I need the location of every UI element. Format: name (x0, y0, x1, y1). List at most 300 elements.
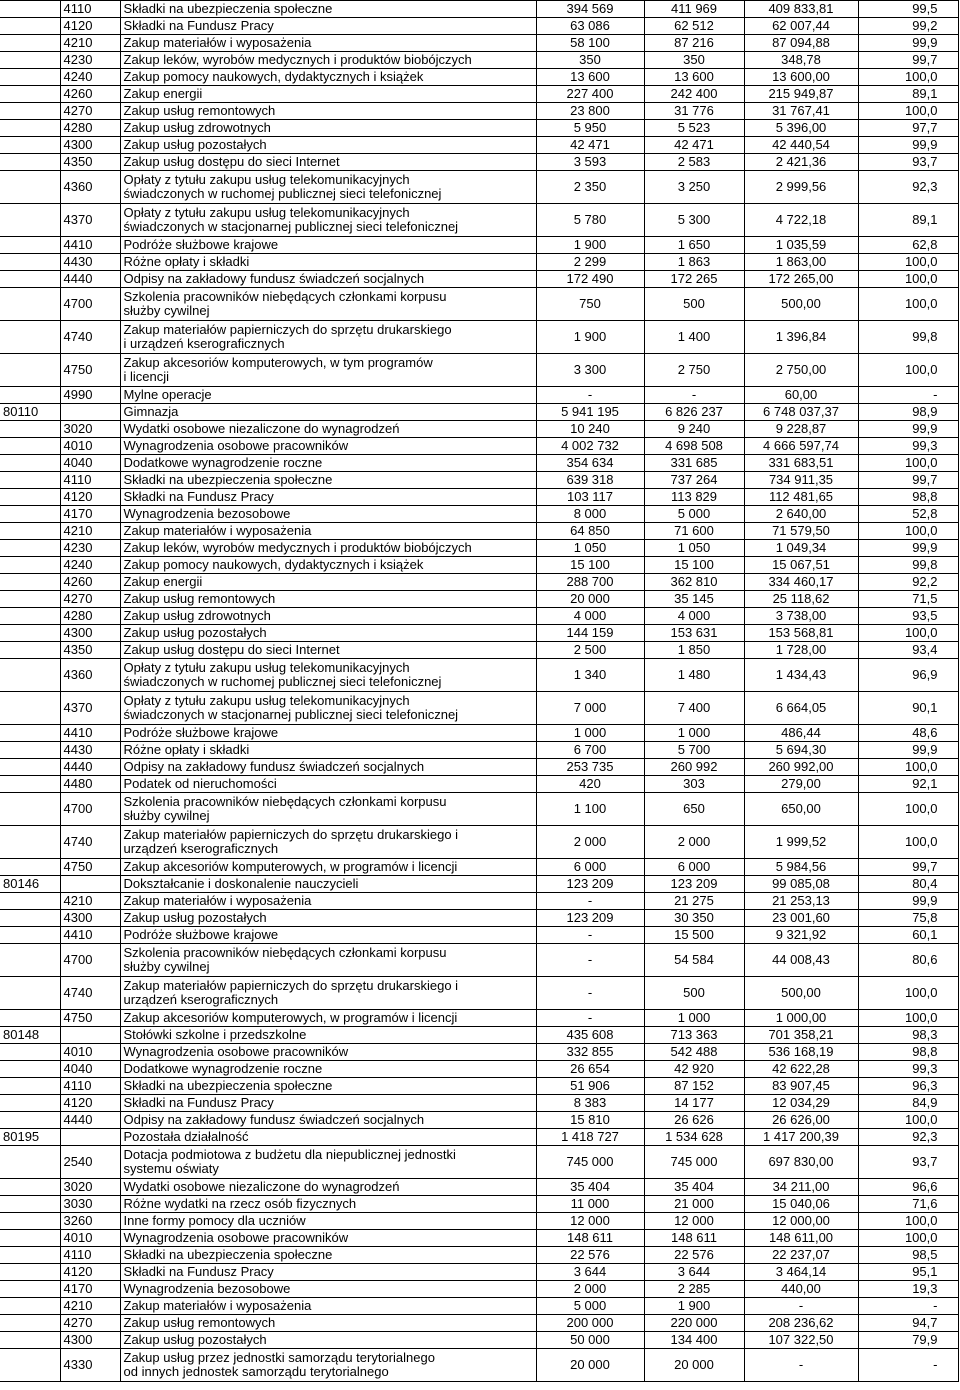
paragraph-code-cell: 4040 (60, 1061, 120, 1078)
chapter-cell (0, 1315, 60, 1332)
table-row (0, 1044, 958, 1061)
plan-after-changes-cell: 153 631 (644, 625, 744, 642)
paragraph-code-cell: 4010 (60, 1044, 120, 1061)
description-cell: Szkolenia pracowników niebędących członkami korpusu służby cywilnej (120, 288, 536, 321)
table-row (0, 1264, 958, 1281)
chapter-cell (0, 489, 60, 506)
execution-percent-cell: 62,8 (858, 237, 958, 254)
table-row (0, 154, 958, 171)
plan-amount-cell: 1 340 (536, 659, 644, 692)
description-cell: Wydatki osobowe niezaliczone do wynagrodzeń (120, 1179, 536, 1196)
chapter-cell (0, 254, 60, 271)
plan-amount-cell: 4 002 732 (536, 438, 644, 455)
execution-percent-cell: 89,1 (858, 86, 958, 103)
description-cell: Zakup leków, wyrobów medycznych i produktów biobójczych (120, 52, 536, 69)
plan-amount-cell: 5 780 (536, 204, 644, 237)
table-row (0, 540, 958, 557)
plan-after-changes-cell: - (644, 387, 744, 404)
plan-after-changes-cell: 20 000 (644, 1349, 744, 1382)
paragraph-code-cell: 4300 (60, 137, 120, 154)
paragraph-code-cell: 4700 (60, 793, 120, 826)
description-cell: Wydatki osobowe niezaliczone do wynagrodzeń (120, 421, 536, 438)
chapter-cell (0, 154, 60, 171)
chapter-cell (0, 893, 60, 910)
plan-amount-cell: - (536, 1010, 644, 1027)
description-cell: Mylne operacje (120, 387, 536, 404)
plan-after-changes-cell: 713 363 (644, 1027, 744, 1044)
paragraph-code-cell: 4210 (60, 35, 120, 52)
execution-percent-cell: 98,9 (858, 404, 958, 421)
description-cell: Dodatkowe wynagrodzenie roczne (120, 455, 536, 472)
plan-after-changes-cell: 650 (644, 793, 744, 826)
plan-after-changes-cell: 737 264 (644, 472, 744, 489)
plan-after-changes-cell: 2 285 (644, 1281, 744, 1298)
description-cell: Zakup materiałów i wyposażenia (120, 523, 536, 540)
execution-percent-cell: 99,9 (858, 893, 958, 910)
table-row (0, 69, 958, 86)
description-cell: Różne opłaty i składki (120, 254, 536, 271)
plan-amount-cell: 64 850 (536, 523, 644, 540)
paragraph-code-cell: 4300 (60, 625, 120, 642)
table-row (0, 1078, 958, 1095)
execution-amount-cell: 734 911,35 (744, 472, 858, 489)
execution-percent-cell: 48,6 (858, 725, 958, 742)
paragraph-code-cell: 4350 (60, 642, 120, 659)
paragraph-code-cell: 4360 (60, 171, 120, 204)
paragraph-code-cell: 4700 (60, 288, 120, 321)
execution-percent-cell: 89,1 (858, 204, 958, 237)
description-cell: Zakup usług pozostałych (120, 137, 536, 154)
chapter-cell (0, 1146, 60, 1179)
execution-amount-cell: 208 236,62 (744, 1315, 858, 1332)
execution-amount-cell: 2 640,00 (744, 506, 858, 523)
execution-percent-cell: 92,2 (858, 574, 958, 591)
execution-percent-cell: 93,4 (858, 642, 958, 659)
description-cell: Składki na ubezpieczenia społeczne (120, 1, 536, 18)
plan-amount-cell: 2 299 (536, 254, 644, 271)
table-row (0, 944, 958, 977)
plan-amount-cell: 148 611 (536, 1230, 644, 1247)
paragraph-code-cell: 4740 (60, 321, 120, 354)
chapter-cell: 80195 (0, 1129, 60, 1146)
execution-amount-cell: 99 085,08 (744, 876, 858, 893)
table-row (0, 120, 958, 137)
paragraph-code-cell: 4700 (60, 944, 120, 977)
chapter-cell (0, 1044, 60, 1061)
plan-after-changes-cell: 1 480 (644, 659, 744, 692)
table-row (0, 472, 958, 489)
plan-after-changes-cell: 745 000 (644, 1146, 744, 1179)
paragraph-code-cell: 4110 (60, 1078, 120, 1095)
plan-after-changes-cell: 350 (644, 52, 744, 69)
execution-percent-cell: 99,9 (858, 742, 958, 759)
chapter-cell (0, 1, 60, 18)
execution-amount-cell: 2 999,56 (744, 171, 858, 204)
table-row (0, 1196, 958, 1213)
table-row (0, 1230, 958, 1247)
execution-percent-cell: 99,3 (858, 1061, 958, 1078)
execution-percent-cell: 100,0 (858, 354, 958, 387)
execution-amount-cell: 1 999,52 (744, 826, 858, 859)
execution-percent-cell: 99,7 (858, 859, 958, 876)
paragraph-code-cell: 3030 (60, 1196, 120, 1213)
execution-percent-cell: 100,0 (858, 826, 958, 859)
execution-percent-cell: 96,9 (858, 659, 958, 692)
plan-after-changes-cell: 2 583 (644, 154, 744, 171)
chapter-cell (0, 1230, 60, 1247)
paragraph-code-cell (60, 404, 120, 421)
chapter-cell (0, 1010, 60, 1027)
plan-amount-cell: 2 500 (536, 642, 644, 659)
execution-percent-cell: 100,0 (858, 69, 958, 86)
table-row (0, 977, 958, 1010)
plan-after-changes-cell: 3 644 (644, 1264, 744, 1281)
paragraph-code-cell: 4440 (60, 271, 120, 288)
execution-percent-cell: 99,3 (858, 438, 958, 455)
description-cell: Wynagrodzenia osobowe pracowników (120, 438, 536, 455)
plan-amount-cell: 15 100 (536, 557, 644, 574)
plan-after-changes-cell: 42 471 (644, 137, 744, 154)
description-cell: Podróże służbowe krajowe (120, 927, 536, 944)
description-cell: Zakup usług pozostałych (120, 1332, 536, 1349)
paragraph-code-cell: 4260 (60, 86, 120, 103)
execution-percent-cell: 52,8 (858, 506, 958, 523)
plan-after-changes-cell: 7 400 (644, 692, 744, 725)
table-row (0, 1112, 958, 1129)
description-cell: Zakup usług zdrowotnych (120, 120, 536, 137)
description-cell: Zakup usług pozostałych (120, 910, 536, 927)
table-row (0, 35, 958, 52)
table-row (0, 1298, 958, 1315)
plan-after-changes-cell: 2 750 (644, 354, 744, 387)
plan-amount-cell: 745 000 (536, 1146, 644, 1179)
plan-after-changes-cell: 12 000 (644, 1213, 744, 1230)
execution-amount-cell: 22 237,07 (744, 1247, 858, 1264)
execution-amount-cell: 83 907,45 (744, 1078, 858, 1095)
chapter-cell (0, 1332, 60, 1349)
paragraph-code-cell: 4740 (60, 826, 120, 859)
plan-after-changes-cell: 1 000 (644, 1010, 744, 1027)
plan-amount-cell: 123 209 (536, 876, 644, 893)
execution-amount-cell: 1 863,00 (744, 254, 858, 271)
plan-after-changes-cell: 260 992 (644, 759, 744, 776)
chapter-cell (0, 659, 60, 692)
execution-percent-cell: 100,0 (858, 759, 958, 776)
execution-amount-cell: 2 750,00 (744, 354, 858, 387)
paragraph-code-cell: 4010 (60, 1230, 120, 1247)
chapter-cell (0, 204, 60, 237)
table-row (0, 455, 958, 472)
chapter-cell (0, 692, 60, 725)
execution-percent-cell: 96,3 (858, 1078, 958, 1095)
description-cell: Składki na ubezpieczenia społeczne (120, 1247, 536, 1264)
execution-percent-cell: 100,0 (858, 288, 958, 321)
table-body (0, 1, 958, 1382)
plan-amount-cell: 123 209 (536, 910, 644, 927)
execution-amount-cell: 71 579,50 (744, 523, 858, 540)
chapter-cell (0, 826, 60, 859)
plan-after-changes-cell: 123 209 (644, 876, 744, 893)
plan-amount-cell: 20 000 (536, 591, 644, 608)
plan-amount-cell: 26 654 (536, 1061, 644, 1078)
table-row (0, 927, 958, 944)
execution-amount-cell: 21 253,13 (744, 893, 858, 910)
plan-amount-cell: 5 950 (536, 120, 644, 137)
execution-amount-cell: 9 228,87 (744, 421, 858, 438)
description-cell: Odpisy na zakładowy fundusz świadczeń socjalnych (120, 271, 536, 288)
plan-amount-cell: 8 383 (536, 1095, 644, 1112)
table-row (0, 1315, 958, 1332)
chapter-cell (0, 52, 60, 69)
plan-after-changes-cell: 542 488 (644, 1044, 744, 1061)
description-cell: Zakup usług remontowych (120, 591, 536, 608)
execution-amount-cell: 6 664,05 (744, 692, 858, 725)
chapter-cell (0, 1247, 60, 1264)
paragraph-code-cell: 4330 (60, 1349, 120, 1382)
paragraph-code-cell: 3260 (60, 1213, 120, 1230)
execution-percent-cell: 100,0 (858, 103, 958, 120)
table-row (0, 1332, 958, 1349)
table-row (0, 137, 958, 154)
execution-percent-cell: 99,9 (858, 35, 958, 52)
plan-amount-cell: 1 100 (536, 793, 644, 826)
execution-amount-cell: 3 464,14 (744, 1264, 858, 1281)
table-row (0, 1129, 958, 1146)
paragraph-code-cell: 4740 (60, 977, 120, 1010)
execution-percent-cell: 99,8 (858, 321, 958, 354)
plan-after-changes-cell: 5 700 (644, 742, 744, 759)
execution-amount-cell: 331 683,51 (744, 455, 858, 472)
paragraph-code-cell: 4040 (60, 455, 120, 472)
plan-after-changes-cell: 62 512 (644, 18, 744, 35)
paragraph-code-cell: 4430 (60, 742, 120, 759)
execution-percent-cell: 98,3 (858, 1027, 958, 1044)
paragraph-code-cell: 4240 (60, 557, 120, 574)
description-cell: Wynagrodzenia osobowe pracowników (120, 1044, 536, 1061)
plan-amount-cell: 7 000 (536, 692, 644, 725)
paragraph-code-cell (60, 1129, 120, 1146)
chapter-cell (0, 776, 60, 793)
table-row (0, 793, 958, 826)
description-cell: Zakup leków, wyrobów medycznych i produktów biobójczych (120, 540, 536, 557)
table-row (0, 659, 958, 692)
plan-amount-cell: 6 000 (536, 859, 644, 876)
execution-amount-cell: 62 007,44 (744, 18, 858, 35)
table-row (0, 86, 958, 103)
paragraph-code-cell: 4750 (60, 859, 120, 876)
execution-percent-cell: 99,9 (858, 137, 958, 154)
execution-amount-cell: 1 434,43 (744, 659, 858, 692)
paragraph-code-cell: 4230 (60, 540, 120, 557)
execution-amount-cell: 15 067,51 (744, 557, 858, 574)
description-cell: Dokształcanie i doskonalenie nauczycieli (120, 876, 536, 893)
plan-after-changes-cell: 9 240 (644, 421, 744, 438)
plan-after-changes-cell: 500 (644, 288, 744, 321)
table-row (0, 288, 958, 321)
table-row (0, 171, 958, 204)
plan-amount-cell: 2 350 (536, 171, 644, 204)
chapter-cell (0, 910, 60, 927)
chapter-cell (0, 793, 60, 826)
paragraph-code-cell: 4120 (60, 1095, 120, 1112)
description-cell: Zakup usług remontowych (120, 1315, 536, 1332)
table-row (0, 1146, 958, 1179)
plan-amount-cell: 1 418 727 (536, 1129, 644, 1146)
paragraph-code-cell: 3020 (60, 421, 120, 438)
execution-amount-cell: 23 001,60 (744, 910, 858, 927)
plan-after-changes-cell: 331 685 (644, 455, 744, 472)
execution-amount-cell: 334 460,17 (744, 574, 858, 591)
table-row (0, 893, 958, 910)
execution-amount-cell: 500,00 (744, 288, 858, 321)
execution-percent-cell: 99,7 (858, 472, 958, 489)
description-cell: Wynagrodzenia osobowe pracowników (120, 1230, 536, 1247)
plan-amount-cell: 42 471 (536, 137, 644, 154)
description-cell: Zakup materiałów i wyposażenia (120, 1298, 536, 1315)
table-row (0, 404, 958, 421)
plan-amount-cell: 4 000 (536, 608, 644, 625)
table-row (0, 1247, 958, 1264)
chapter-cell (0, 321, 60, 354)
description-cell: Składki na Fundusz Pracy (120, 1264, 536, 1281)
paragraph-code-cell: 4270 (60, 591, 120, 608)
description-cell: Zakup usług remontowych (120, 103, 536, 120)
execution-percent-cell: 99,2 (858, 18, 958, 35)
chapter-cell (0, 742, 60, 759)
plan-after-changes-cell: 30 350 (644, 910, 744, 927)
plan-after-changes-cell: 35 404 (644, 1179, 744, 1196)
paragraph-code-cell: 4210 (60, 1298, 120, 1315)
table-row (0, 523, 958, 540)
plan-amount-cell: 103 117 (536, 489, 644, 506)
table-row (0, 826, 958, 859)
paragraph-code-cell: 4440 (60, 1112, 120, 1129)
plan-after-changes-cell: 31 776 (644, 103, 744, 120)
table-row (0, 692, 958, 725)
plan-amount-cell: 172 490 (536, 271, 644, 288)
plan-amount-cell: 22 576 (536, 1247, 644, 1264)
description-cell: Szkolenia pracowników niebędących członkami korpusu służby cywilnej (120, 944, 536, 977)
execution-amount-cell: 42 622,28 (744, 1061, 858, 1078)
plan-after-changes-cell: 15 500 (644, 927, 744, 944)
paragraph-code-cell: 3020 (60, 1179, 120, 1196)
table-row (0, 1179, 958, 1196)
description-cell: Wynagrodzenia bezosobowe (120, 1281, 536, 1298)
description-cell: Różne wydatki na rzecz osób fizycznych (120, 1196, 536, 1213)
execution-amount-cell: 31 767,41 (744, 103, 858, 120)
paragraph-code-cell: 4750 (60, 354, 120, 387)
plan-amount-cell: 1 000 (536, 725, 644, 742)
execution-percent-cell: 100,0 (858, 271, 958, 288)
execution-amount-cell: 5 984,56 (744, 859, 858, 876)
description-cell: Zakup materiałów i wyposażenia (120, 35, 536, 52)
paragraph-code-cell: 4440 (60, 759, 120, 776)
plan-after-changes-cell: 13 600 (644, 69, 744, 86)
execution-amount-cell: 153 568,81 (744, 625, 858, 642)
plan-after-changes-cell: 1 050 (644, 540, 744, 557)
plan-amount-cell: 13 600 (536, 69, 644, 86)
plan-amount-cell: 227 400 (536, 86, 644, 103)
execution-amount-cell: 4 722,18 (744, 204, 858, 237)
paragraph-code-cell: 4750 (60, 1010, 120, 1027)
plan-amount-cell: 63 086 (536, 18, 644, 35)
paragraph-code-cell: 4270 (60, 103, 120, 120)
execution-amount-cell: 87 094,88 (744, 35, 858, 52)
execution-amount-cell: 112 481,65 (744, 489, 858, 506)
execution-percent-cell: 99,7 (858, 52, 958, 69)
paragraph-code-cell: 4120 (60, 489, 120, 506)
paragraph-code-cell: 4260 (60, 574, 120, 591)
chapter-cell (0, 557, 60, 574)
execution-percent-cell: 100,0 (858, 1010, 958, 1027)
plan-amount-cell: 350 (536, 52, 644, 69)
execution-amount-cell: 486,44 (744, 725, 858, 742)
execution-percent-cell: 100,0 (858, 1112, 958, 1129)
description-cell: Różne opłaty i składki (120, 742, 536, 759)
table-row (0, 506, 958, 523)
execution-percent-cell: 84,9 (858, 1095, 958, 1112)
execution-percent-cell: 100,0 (858, 1213, 958, 1230)
paragraph-code-cell: 4110 (60, 1247, 120, 1264)
execution-amount-cell: 5 396,00 (744, 120, 858, 137)
paragraph-code-cell: 4110 (60, 472, 120, 489)
description-cell: Zakup usług dostępu do sieci Internet (120, 642, 536, 659)
paragraph-code-cell: 4170 (60, 506, 120, 523)
plan-after-changes-cell: 3 250 (644, 171, 744, 204)
plan-amount-cell: 20 000 (536, 1349, 644, 1382)
plan-amount-cell: 15 810 (536, 1112, 644, 1129)
plan-amount-cell: 2 000 (536, 826, 644, 859)
paragraph-code-cell: 4230 (60, 52, 120, 69)
execution-percent-cell: 93,5 (858, 608, 958, 625)
execution-amount-cell: 348,78 (744, 52, 858, 69)
table-row (0, 574, 958, 591)
chapter-cell (0, 1061, 60, 1078)
chapter-cell (0, 642, 60, 659)
execution-percent-cell: 71,6 (858, 1196, 958, 1213)
description-cell: Zakup usług dostępu do sieci Internet (120, 154, 536, 171)
plan-amount-cell: - (536, 977, 644, 1010)
chapter-cell (0, 438, 60, 455)
plan-after-changes-cell: 242 400 (644, 86, 744, 103)
plan-after-changes-cell: 113 829 (644, 489, 744, 506)
chapter-cell (0, 523, 60, 540)
paragraph-code-cell: 4410 (60, 927, 120, 944)
chapter-cell (0, 1281, 60, 1298)
description-cell: Składki na ubezpieczenia społeczne (120, 1078, 536, 1095)
chapter-cell (0, 35, 60, 52)
table-row (0, 1349, 958, 1382)
chapter-cell (0, 472, 60, 489)
plan-after-changes-cell: 500 (644, 977, 744, 1010)
execution-amount-cell: 12 034,29 (744, 1095, 858, 1112)
execution-percent-cell: 94,7 (858, 1315, 958, 1332)
execution-amount-cell: 260 992,00 (744, 759, 858, 776)
description-cell: Zakup energii (120, 86, 536, 103)
execution-amount-cell: 6 748 037,37 (744, 404, 858, 421)
table-row (0, 608, 958, 625)
execution-percent-cell: - (858, 1349, 958, 1382)
plan-amount-cell: 1 900 (536, 237, 644, 254)
chapter-cell (0, 171, 60, 204)
description-cell: Składki na Fundusz Pracy (120, 489, 536, 506)
plan-amount-cell: 420 (536, 776, 644, 793)
plan-after-changes-cell: 26 626 (644, 1112, 744, 1129)
execution-amount-cell: 26 626,00 (744, 1112, 858, 1129)
paragraph-code-cell: 4480 (60, 776, 120, 793)
execution-amount-cell: 215 949,87 (744, 86, 858, 103)
table-row (0, 557, 958, 574)
